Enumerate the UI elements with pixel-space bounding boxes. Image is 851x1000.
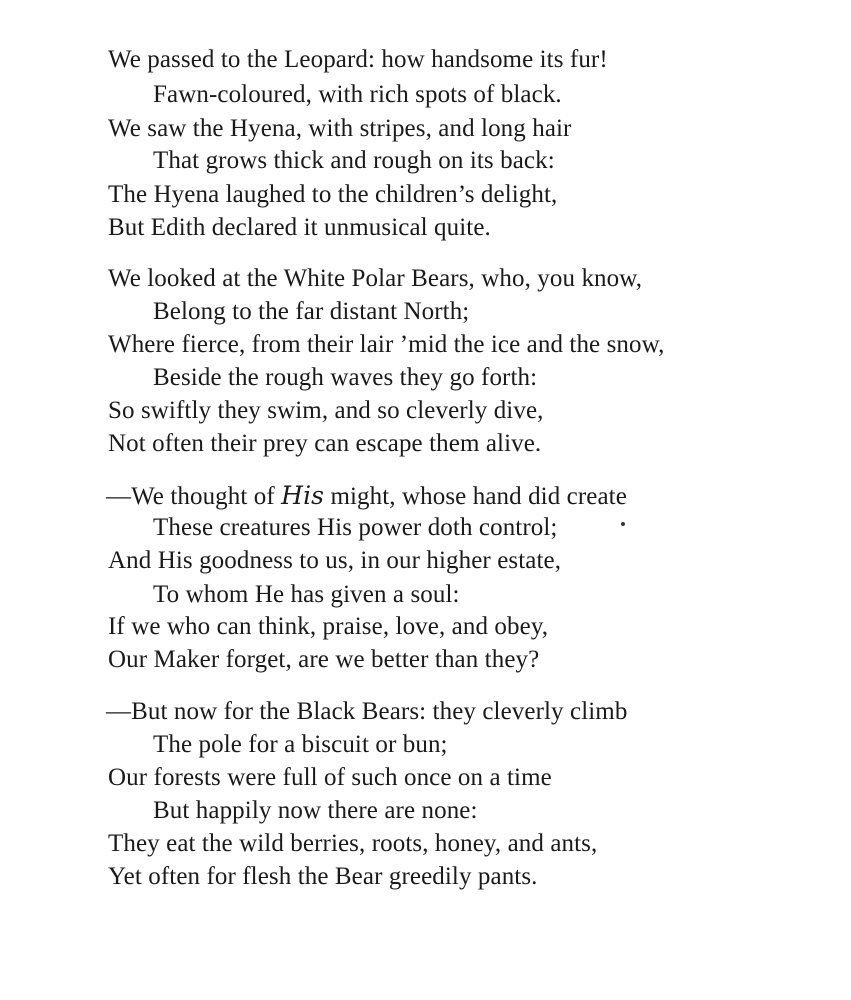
stanza-2-line-6: Not often their prey can escape them alive. [108, 430, 542, 457]
stanza-3-line-6: Our Maker forget, are we better than they? [108, 646, 540, 673]
stanza-3-line-1-part-a: —We thought of [106, 483, 282, 510]
stanza-3-line-4: To whom He has given a soul: [153, 581, 460, 608]
stanza-3-line-2: These creatures His power doth control; [153, 514, 558, 541]
stanza-3-line-3: And His goodness to us, in our higher estate, [108, 547, 562, 574]
stanza-3-line-1-emphasis: His [281, 481, 325, 510]
stanza-3-line-5: If we who can think, praise, love, and obey, [108, 613, 549, 640]
stanza-2-line-4: Beside the rough waves they go forth: [153, 364, 538, 391]
stanza-4-line-6: Yet often for flesh the Bear greedily pants. [108, 863, 538, 890]
ink-speck [621, 522, 625, 526]
stanza-3-line-1-part-c: might, whose hand did create [324, 483, 627, 510]
stanza-1-line-1: We passed to the Leopard: how handsome its fur! [108, 46, 608, 73]
stanza-4-line-4: But happily now there are none: [153, 797, 478, 824]
stanza-2-line-3: Where fierce, from their lair ’mid the ice and the snow, [108, 331, 665, 358]
stanza-4-line-2: The pole for a biscuit or bun; [153, 731, 448, 758]
stanza-1-line-6: But Edith declared it unmusical quite. [108, 214, 491, 241]
stanza-1-line-3: We saw the Hyena, with stripes, and long hair [108, 115, 572, 142]
stanza-2-line-5: So swiftly they swim, and so cleverly dive, [108, 397, 544, 424]
stanza-4-line-5: They eat the wild berries, roots, honey, and ants, [108, 830, 598, 857]
stanza-3-line-1 [106, 481, 627, 512]
stanza-2-line-1: We looked at the White Polar Bears, who, you know, [108, 265, 643, 292]
stanza-1-line-5: The Hyena laughed to the children’s delight, [108, 181, 558, 208]
stanza-2-line-2: Belong to the far distant North; [153, 298, 470, 325]
stanza-4-line-3: Our forests were full of such once on a time [108, 764, 552, 791]
stanza-1-line-2: Fawn-coloured, with rich spots of black. [153, 81, 562, 108]
stanza-4-line-1: —But now for the Black Bears: they cleverly climb [106, 698, 628, 725]
stanza-1-line-4: That grows thick and rough on its back: [153, 147, 555, 174]
